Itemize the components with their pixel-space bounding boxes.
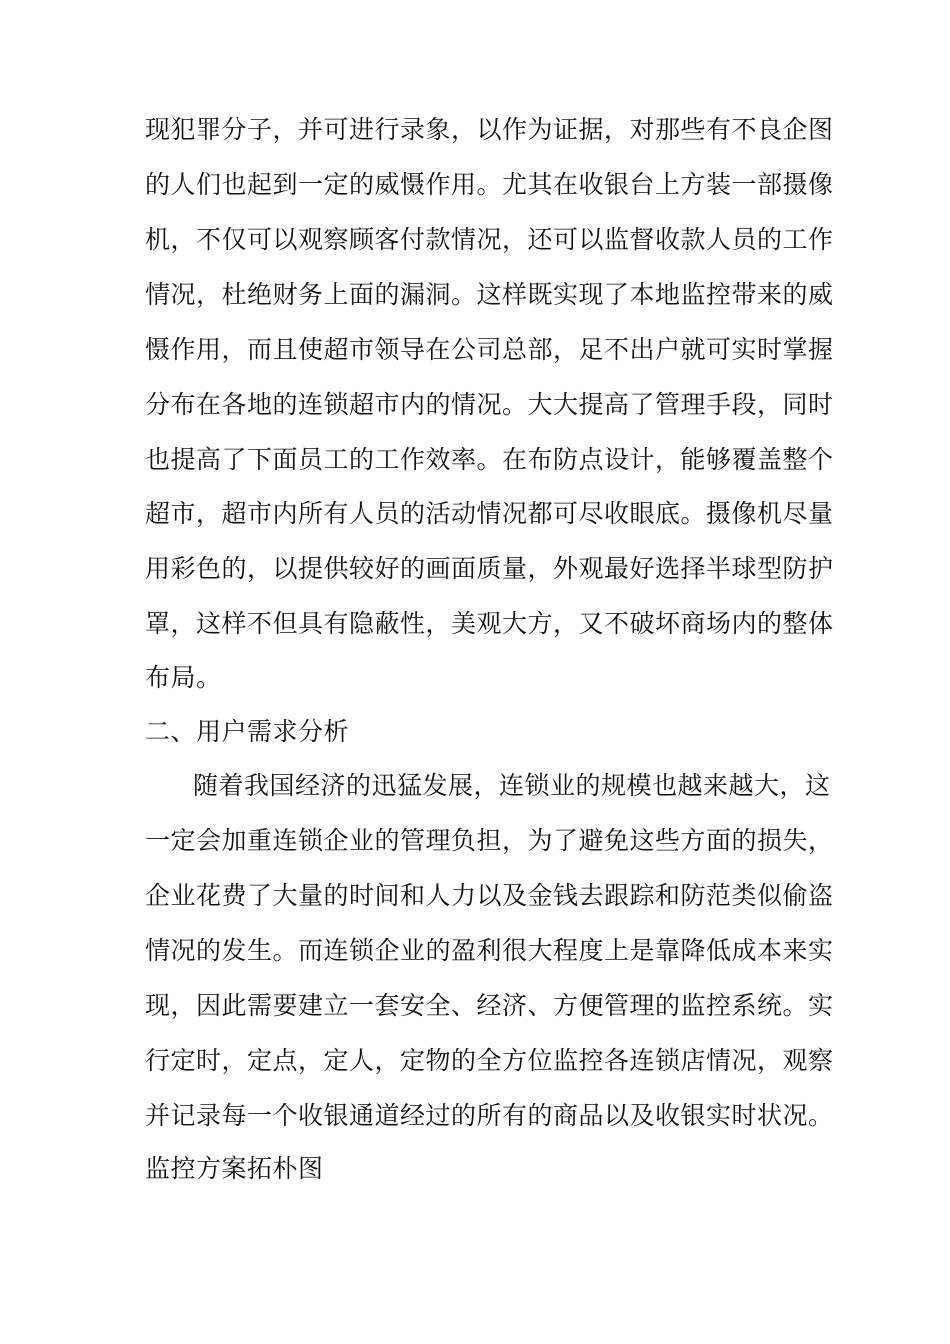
body-text-line: 现，因此需要建立一套安全、经济、方便管理的监控系统。实 (145, 991, 834, 1020)
body-text-line: 慑作用，而且使超市领导在公司总部，足不出户就可实时掌握 (145, 335, 834, 364)
body-text-line: 随着我国经济的迅猛发展，连锁业的规模也越来越大，这 (193, 771, 831, 800)
figure-caption: 监控方案拓朴图 (145, 1154, 324, 1183)
section-heading: 二、用户需求分析 (145, 717, 350, 746)
body-text-line: 用彩色的，以提供较好的画面质量，外观最好选择半球型防护 (145, 554, 834, 583)
body-text-line: 情况，杜绝财务上面的漏洞。这样既实现了本地监控带来的威 (145, 280, 834, 309)
body-text-line: 的人们也起到一定的威慑作用。尤其在收银台上方装一部摄像 (145, 170, 834, 199)
body-text-line: 行定时，定点，定人，定物的全方位监控各连锁店情况，观察 (145, 1046, 834, 1075)
body-text-line: 机，不仅可以观察顾客付款情况，还可以监督收款人员的工作 (145, 225, 834, 254)
body-text-line: 现犯罪分子，并可进行录象，以作为证据，对那些有不良企图 (145, 115, 834, 144)
body-text-line: 情况的发生。而连锁企业的盈利很大程度上是靠降低成本来实 (145, 936, 834, 965)
body-text-line: 企业花费了大量的时间和人力以及金钱去跟踪和防范类似偷盗 (145, 881, 834, 910)
body-text-line: 并记录每一个收银通道经过的所有的商品以及收银实时状况。 (145, 1101, 834, 1130)
body-text-line: 也提高了下面员工的工作效率。在布防点设计，能够覆盖整个 (145, 445, 834, 474)
body-text-line: 布局。 (145, 663, 222, 692)
body-text-line: 分布在各地的连锁超市内的情况。大大提高了管理手段，同时 (145, 390, 834, 419)
body-text-line: 一定会加重连锁企业的管理负担，为了避免这些方面的损失， (145, 826, 834, 855)
body-text-line: 超市，超市内所有人员的活动情况都可尽收眼底。摄像机尽量 (145, 499, 834, 528)
body-text-line: 罩，这样不但具有隐蔽性，美观大方，又不破坏商场内的整体 (145, 609, 834, 638)
